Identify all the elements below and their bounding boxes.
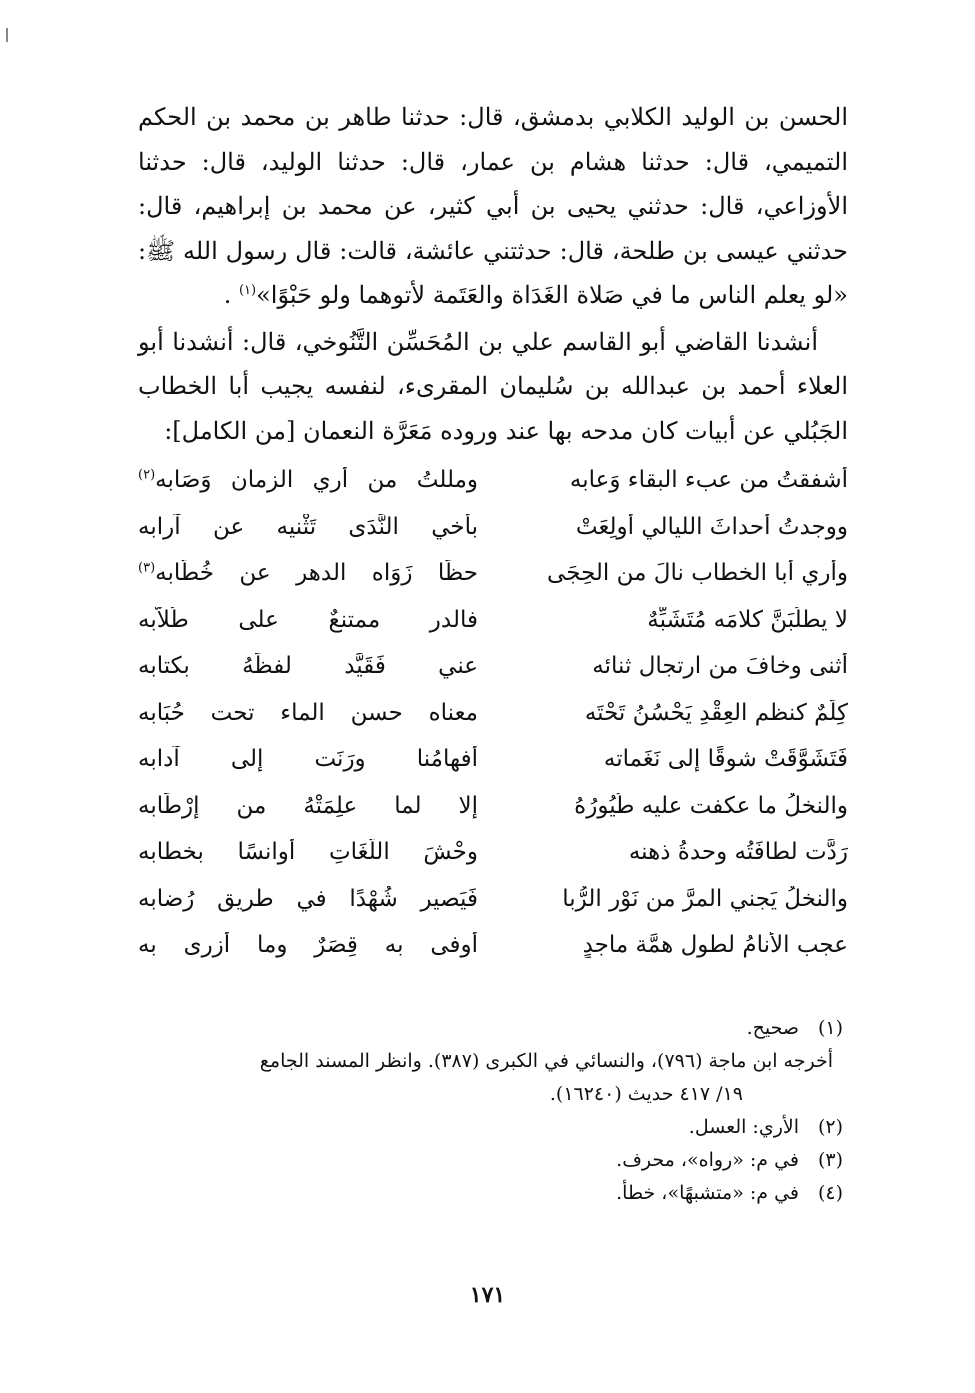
hemistich-second-text: فَيَصير شُهْدًا في طريقِ رُضابه [138, 885, 478, 912]
hemistich-second [138, 839, 478, 865]
hemistich-first: فَتَشَوَّقَتْ شوقًا إلى نَغَماته [603, 746, 848, 773]
hemistich-second [138, 607, 478, 633]
hemistich-second-text: أوفى به قِصَرٌ وما أزرى به [138, 932, 478, 959]
main-text [138, 95, 848, 969]
hemistich-first: والنخلُ ما عكفت عليه طُيُورُهُ [574, 792, 848, 819]
footnote [138, 1012, 843, 1045]
hemistich-second [138, 932, 478, 958]
verse-line [138, 783, 848, 830]
hemistich-first: والنخلُ يَجني المرَّ من نَوْرِ الرُّبا [562, 885, 848, 912]
footnote [138, 1177, 843, 1210]
verse-line [138, 504, 848, 551]
footnote-text: الأري: العسل. [688, 1116, 799, 1138]
hemistich-first: لا يطلُبَنَّ كلامَه مُتَشَبِّهٌ [647, 606, 848, 633]
footnote-ref[interactable]: (١) [238, 283, 257, 298]
hemistich-second-text: أفهامُنا ورَنَت إلى آدابه [138, 746, 478, 773]
footnotes [138, 1012, 843, 1210]
verse-line [138, 922, 848, 969]
hemistich-second [138, 514, 478, 540]
hemistich-first: أثنى وخافَ من ارتجال ثنائه [592, 653, 848, 680]
footnote-number: (١) [817, 1017, 843, 1039]
footnote-continuation: ١٩/ ٤١٧ حديث (١٦٢٤٠). [549, 1083, 743, 1105]
hemistich-second-text: بأخي النَّدَى تَثْنيه عن آرابه [138, 513, 478, 540]
footnote-number: (٣) [817, 1149, 843, 1171]
verse-line [138, 550, 848, 597]
footnote [138, 1111, 843, 1144]
crop-mark [6, 28, 8, 42]
hemistich-second-text: فالدر ممتنعٌ على طُلاَّبه [138, 606, 478, 633]
hemistich-first: كِلَمٌ كنظم العِقْدِ يَحْسُنُ تَحْتَه [584, 699, 848, 726]
hemistich-second [138, 886, 478, 912]
verse-line [138, 829, 848, 876]
hadith-paragraph [138, 95, 848, 318]
verse-line [138, 597, 848, 644]
hemistich-second-text: إلا لما علِمَتْهُ من إرْطَابه [138, 792, 478, 819]
footnote-ref[interactable]: (٣) [138, 560, 156, 576]
verse-line [138, 457, 848, 504]
hemistich-second-text: عني فَقَيَّد لفظَهُ بكتابه [138, 653, 478, 680]
hemistich-second-text: وحْشَ اللُّغَاتِ أوانسًا بخطابه [138, 839, 478, 866]
poem [138, 457, 848, 969]
verse-line [138, 736, 848, 783]
footnote-text: في م: «رواه»، محرف. [616, 1149, 799, 1171]
hemistich-second [138, 793, 478, 819]
verse-line [138, 643, 848, 690]
hemistich-first: ووجدتُ أحداثَ الليالي أُولِعَتْ [575, 513, 848, 540]
hemistich-second [138, 653, 478, 679]
footnote-continuation: أخرجه ابن ماجة (٧٩٦)، والنسائي في الكبرى (٣٨٧). وانظر المسند الجامع [259, 1050, 833, 1072]
hemistich-second [138, 467, 478, 493]
hemistich-first: رَدَّت لطافَتُه وحدةُ ذهنه [628, 839, 848, 866]
hemistich-second [138, 746, 478, 772]
hemistich-second [138, 560, 478, 586]
hemistich-first: وأري أبا الخطاب نالَ من الحِجَى [547, 560, 848, 587]
footnote [138, 1144, 843, 1177]
page-number: ١٧١ [469, 1282, 506, 1308]
hemistich-second-text: حظًا زَوَاه الدهر عن خُطَّابه [155, 560, 478, 587]
hemistich-first: عجب الأنامُ لطول همَّة ماجدٍ [582, 932, 848, 959]
footnote-ref[interactable]: (٢) [138, 467, 156, 483]
footnote-text: في م: «متشبهًا»، خطأ. [616, 1182, 799, 1204]
paragraph-end: . [223, 281, 239, 309]
poem-intro-paragraph: أنشدنا القاضي أبو القاسم علي بن المُحَسِّن التَّنُوخي، قال: أنشدنا أبو العلاء أحمد بن عبدالله بن سُليمان المقرىء، لنفسه يجيب أبا الخطاب الجَبُلي عن أبيات كان مدحه بها عند وروده مَعَرَّة النعمان [من الكامل]: [138, 327, 848, 445]
footnote-number: (٤) [817, 1182, 843, 1204]
verse-line [138, 690, 848, 737]
hemistich-second-text: معناه حسن الماء تحت حُبَابه [138, 699, 478, 726]
footnote-text: صحيح. [746, 1017, 799, 1039]
hemistich-second [138, 700, 478, 726]
hemistich-first: أشفقتُ من عبء البقاء وَعابه [569, 467, 848, 494]
verse-line [138, 876, 848, 923]
footnote-number: (٢) [817, 1116, 843, 1138]
hemistich-second-text: ومللتُ من أري الزمان وَصَابه [155, 467, 478, 494]
hadith-text: الحسن بن الوليد الكلابي بدمشق، قال: حدثنا طاهر بن محمد بن الحكم التميمي، قال: حدثنا هشام بن عمار، قال: حدثنا الوليد، قال: حدثنا الأوزاعي، قال: حدثني يحيى بن أبي كثير، عن محمد بن إبراهيم، قال: حدثني عيسى بن طلحة، قال: حدثتني عائشة، قالت: قال رسول الله ﷺ: «لو يعلم الناس ما في صَلاة الغَدَاة والعَتَمة لأتوهما ولو حَبْوًا» [138, 103, 848, 309]
